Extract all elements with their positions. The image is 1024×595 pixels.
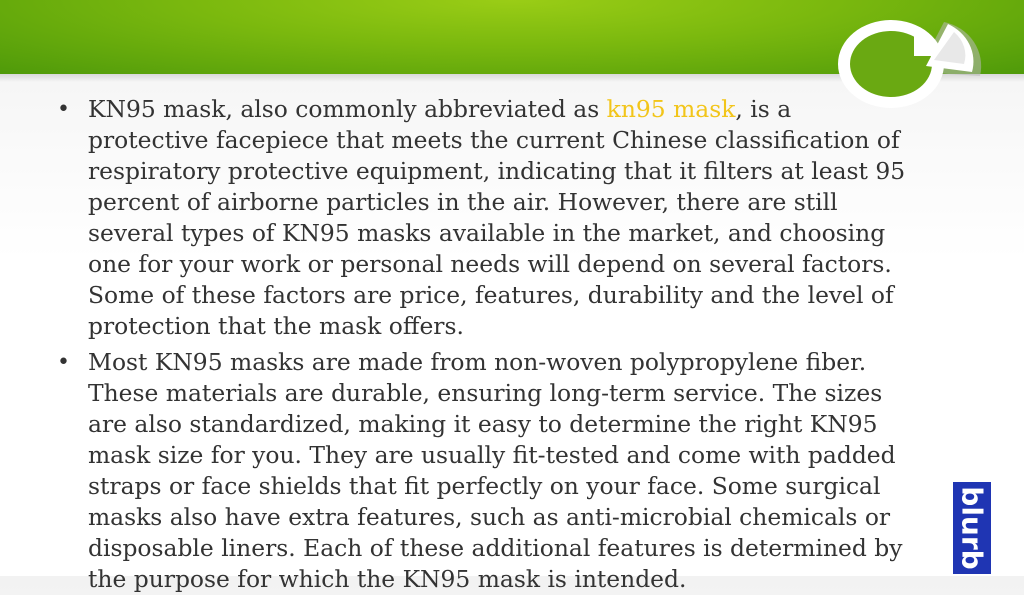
side-logo-text: blurb xyxy=(955,486,989,570)
list-item xyxy=(56,94,916,342)
bullet-icon: • xyxy=(57,97,70,122)
bullet-text: Most KN95 masks are made from non-woven polypropylene fiber. These materials are durable, ensuring long-term service. The sizes are also standardized, making it easy to determine the right KN95 mask size for you. They are usually fit-tested and come with padded straps or face shields that fit perfectly on your face. Some surgical masks also have extra features, such as anti-microbial chemicals or disposable liners. Each of these additional features is determined by the purpose for which the KN95 mask is intended. xyxy=(88,348,903,593)
bullet-icon: • xyxy=(57,350,70,375)
bullet-text-part: KN95 mask, also commonly abbreviated as xyxy=(88,95,607,123)
bullet-text-part: , is a protective facepiece that meets the current Chinese classification of respiratory protective equipment, indicating that it filters at least 95 percent of airborne particles in the air. However, there are still several types of KN95 masks available in the market, and choosing one for your work or personal needs will depend on several factors. Some of these factors are price, features, durability and the level of protection that the mask offers. xyxy=(88,95,906,340)
side-brand-logo[interactable] xyxy=(951,480,993,576)
list-item xyxy=(56,347,916,595)
slide-content xyxy=(56,94,916,593)
kn95-mask-link[interactable]: kn95 mask xyxy=(606,95,736,123)
bullet-list xyxy=(56,94,916,595)
